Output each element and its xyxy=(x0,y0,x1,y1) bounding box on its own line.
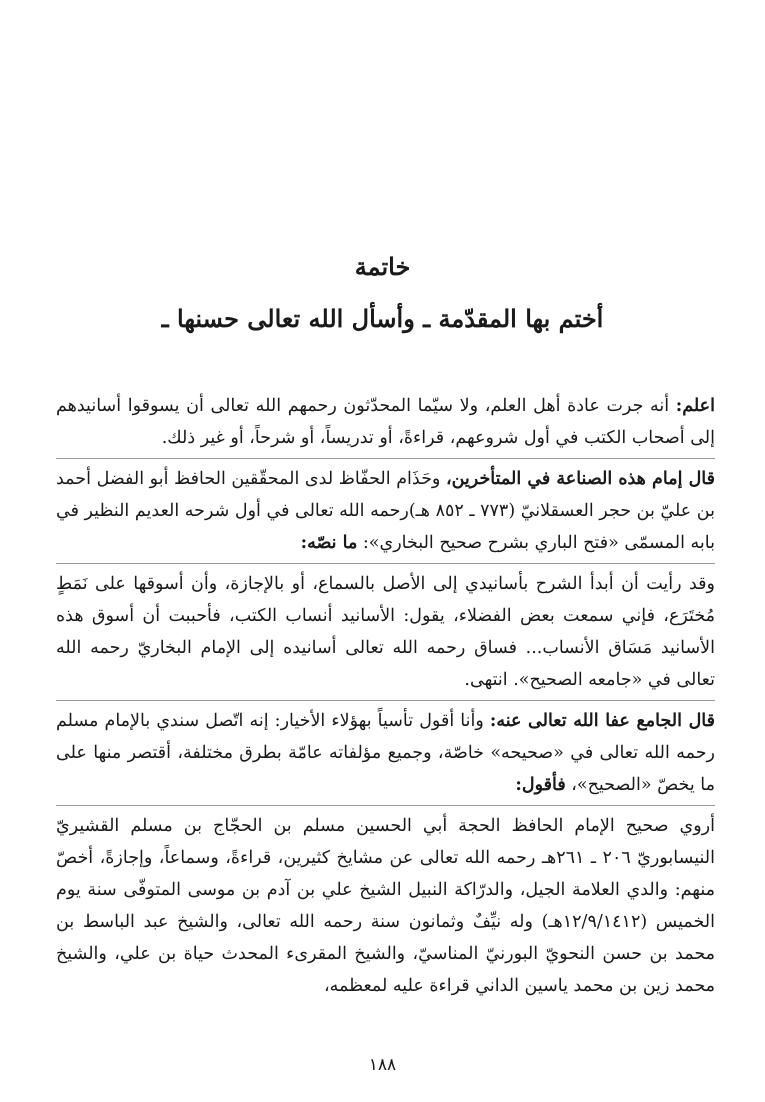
body-text xyxy=(56,390,715,1002)
paragraph-lead: قال إمام هذه الصناعة في المتأخرين، xyxy=(445,469,715,489)
paragraph-divider xyxy=(56,805,715,806)
paragraph-chain xyxy=(56,810,715,1002)
paragraph-lead: قال الجامع عفا الله تعالى عنه: xyxy=(489,711,715,731)
paragraph-tail: ما نصّه: xyxy=(300,533,358,553)
paragraph-text: أنه جرت عادة أهل العلم، ولا سيّما المحدّثون رحمهم الله تعالى أن يسوقوا أسانيدهم إلى أصحاب الكتب في أول شروعهم، قراءةً، أو تدريساً، أو شرحاً، أو غير ذلك. xyxy=(56,396,715,448)
paragraph-divider xyxy=(56,458,715,459)
paragraph-quote xyxy=(56,568,715,696)
paragraph-text: أروي صحيح الإمام الحافظ الحجة أبي الحسين مسلم بن الحجّاج بن مسلم القشيريّ النيسابوريّ ٢٠٦ ـ ٢٦١هـ رحمه الله تعالى عن مشايخ كثيرين، قراءةً، وسماعاً، وإجازةً، أخصّ منهم: والدي العلامة الجيل، والدرّاكة النبيل الشيخ علي بن آدم بن موسى المتوفّى سنة يوم الخميس (١٢/٩/١٤١٢هـ) وله نيِّفٌ وثمانون سنة رحمه الله تعالى، والشيخ عبد الباسط بن محمد بن حسن النحويّ البورنيّ المناسيّ، والشيخ المقرىء المحدث حياة بن علي، والشيخ محمد زين بن محمد ياسين الداني قراءة عليه لمعظمه، xyxy=(56,816,715,996)
paragraph-text: وحَذَام الحفّاظ لدى المحقّقين الحافظ أبو الفضل أحمد بن عليّ بن حجر العسقلانيّ (٧٧٣ ـ ٨٥٢ هـ)رحمه الله تعالى في أول شرحه العديم النظير في بابه المسمّى «فتح الباري بشرح صحيح البخاري»: xyxy=(56,469,715,553)
paragraph-compiler xyxy=(56,705,715,801)
paragraph-intro xyxy=(56,390,715,454)
paragraph-text: وأنا أقول تأسياً بهؤلاء الأخيار: إنه اتّصل سندي بالإمام مسلم رحمه الله تعالى في «صحيحه» خاصّة، وجميع مؤلفاته عامّة بطرق مختلفة، أقتصر منها على ما يخصّ «الصحيح»، xyxy=(56,711,715,795)
page-subtitle: أختم بها المقدّمة ـ وأسأل الله تعالى حسنها ـ xyxy=(161,304,604,333)
paragraph-ibn-hajar xyxy=(56,463,715,559)
page-number: ١٨٨ xyxy=(368,1055,397,1075)
paragraph-tail: فأقول: xyxy=(515,775,566,795)
paragraph-text: وقد رأيت أن أبدأ الشرح بأسانيدي إلى الأصل بالسماع، أو بالإجازة، وأن أسوقها على نَمَطٍ مُختَرَع، فإني سمعت بعض الفضلاء، يقول: الأسانيد أنساب الكتب، فأحببت أن أسوق هذه الأسانيد مَسَاق الأنساب... فساق رحمه الله تعالى أسانيده إلى الإمام البخاريّ رحمه الله تعالى في «جامعه الصحيح». انتهى. xyxy=(56,574,715,690)
paragraph-divider xyxy=(56,700,715,701)
paragraph-lead: اعلم: xyxy=(675,396,715,416)
page-title: خاتمة xyxy=(354,252,411,281)
paragraph-divider xyxy=(56,563,715,564)
